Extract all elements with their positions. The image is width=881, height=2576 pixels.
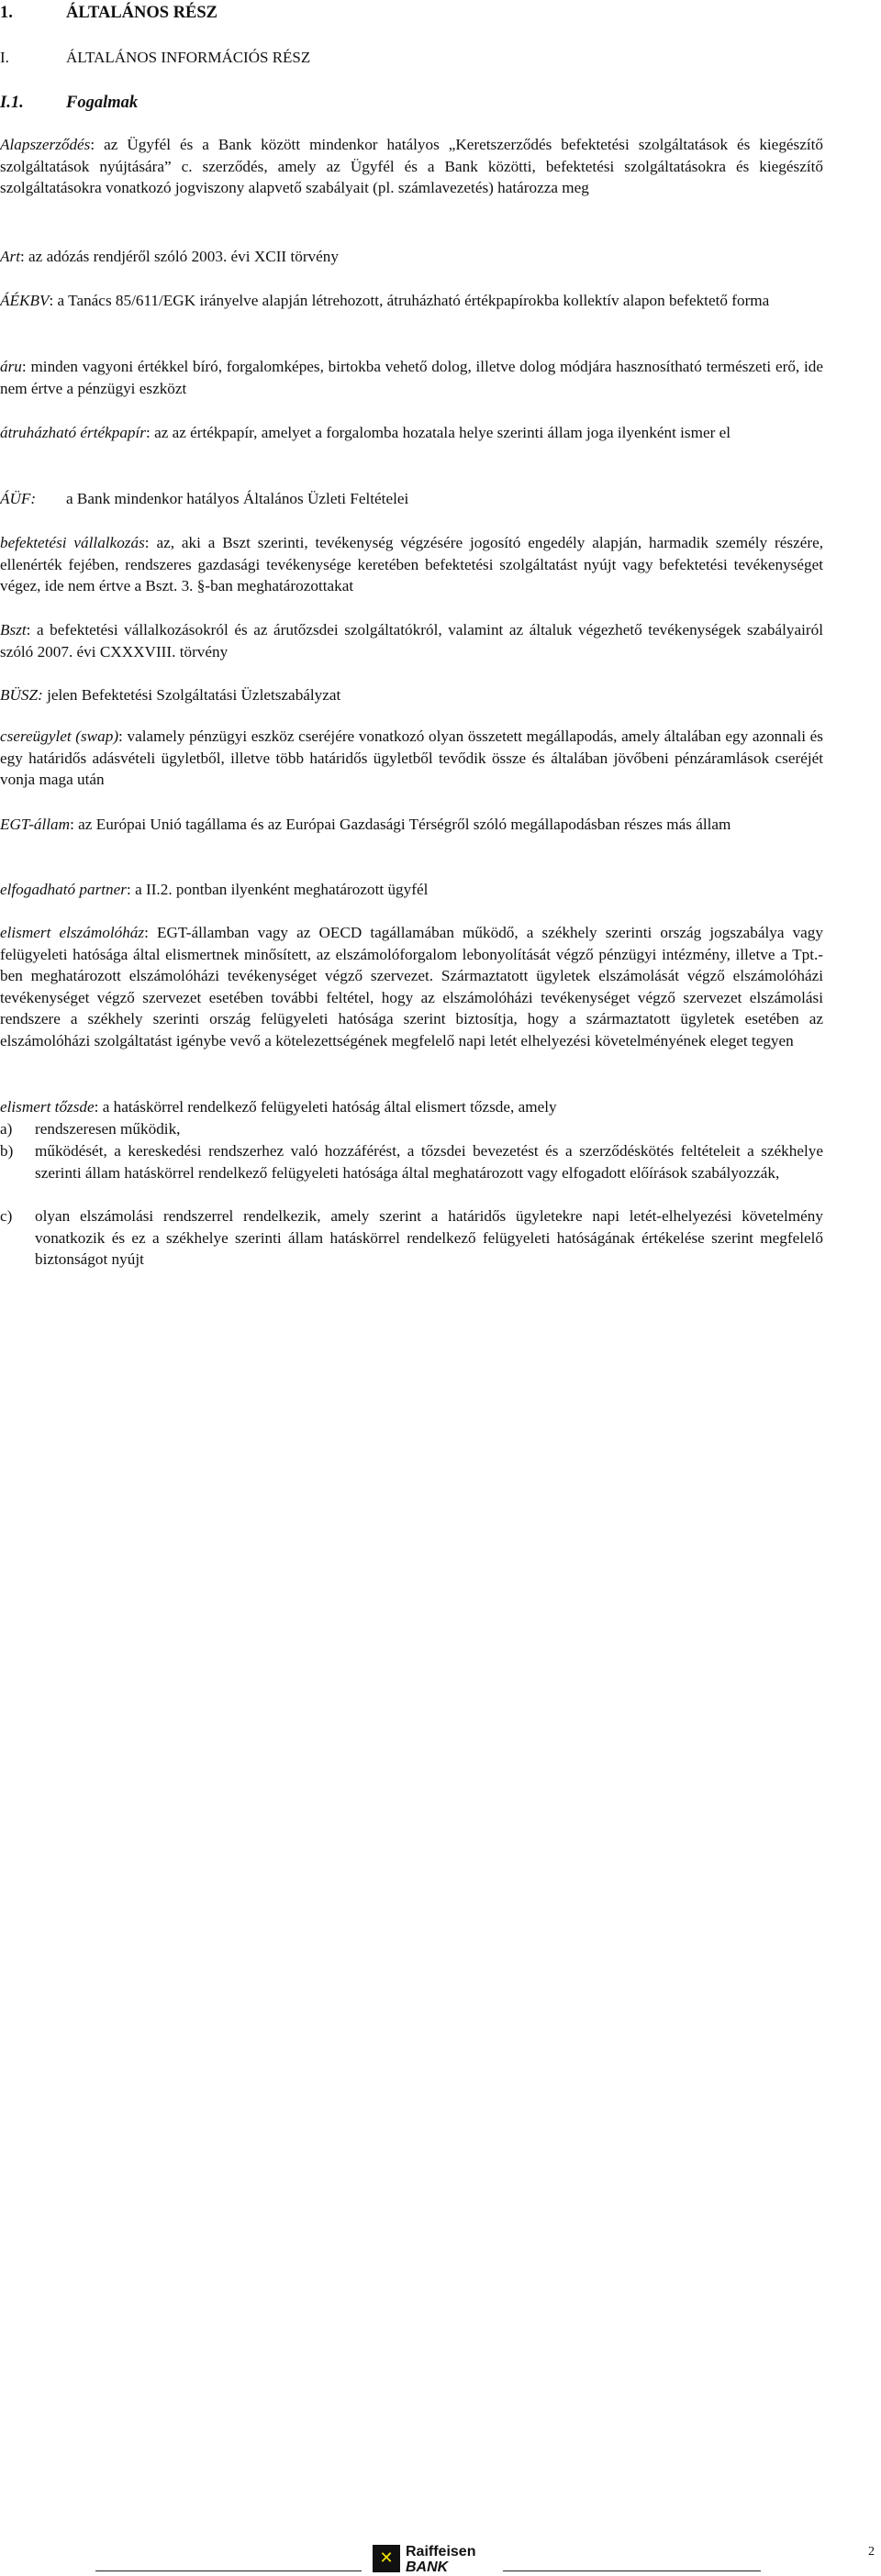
section-heading — [0, 2, 217, 24]
definition-separator: : — [126, 881, 136, 898]
definition-separator: : — [19, 248, 29, 265]
definition-term: ÁÉKBV — [0, 292, 50, 309]
definition-befektetesi-vallalkozas — [0, 532, 823, 597]
page-footer — [0, 1270, 881, 2575]
list-item — [0, 1118, 823, 1140]
definition-term: átruházható értékpapír — [0, 424, 146, 441]
definition-csereugylet — [0, 726, 823, 791]
list-text: rendszeresen működik, — [35, 1120, 181, 1138]
list-text: működését, a kereskedési rendszerhez való hozzáférést, a tőzsdei bevezetést és a szerződéskötés feltételeit a székhelye szerinti állam hatáskörrel rendelkező felügyeleti hatósága által meghatározott vagy elfogadott előírások szabályozzák, — [35, 1142, 823, 1182]
definition-separator: : — [70, 816, 79, 833]
definition-text: a II.2. pontban ilyenként meghatározott ügyfél — [135, 881, 429, 898]
definition-busz — [0, 684, 823, 706]
definition-separator: : — [21, 358, 31, 375]
definition-text: a hatáskörrel rendelkező felügyeleti hatóság által elismert tőzsde, amely — [102, 1098, 557, 1116]
list-item — [0, 1140, 823, 1183]
definition-separator: : — [144, 534, 157, 551]
list-item — [0, 1205, 823, 1271]
definition-egt-allam — [0, 814, 823, 836]
definition-separator: : — [145, 424, 155, 441]
definition-text: az adózás rendjéről szóló 2003. évi XCII törvény — [28, 248, 339, 265]
definition-term: befektetési vállalkozás — [0, 534, 145, 551]
definition-term: Alapszerződés — [0, 136, 91, 153]
definition-term: csereügylet (swap) — [0, 727, 119, 745]
definition-term: Bszt — [0, 621, 27, 638]
definition-separator: : — [118, 727, 128, 745]
definition-separator: : — [94, 1098, 103, 1116]
definition-term: áru — [0, 358, 22, 375]
definition-alapszerzodes — [0, 134, 823, 199]
page-number: 2 — [868, 2545, 875, 2559]
definition-term: elfogadható partner — [0, 881, 127, 898]
definition-aekbv — [0, 290, 823, 312]
definition-term: elismert elszámolóház — [0, 924, 145, 941]
definition-text: valamely pénzügyi eszköz cseréjére vonatkozó olyan összetett megállapodás, amely általában egy azonnali és egy határidős adásvételi ügyletből, illetve több határidős ügyletből tevődik össze és általában jövőbeni pénzáramlások cseréjét vonja maga után — [0, 727, 823, 789]
definition-text: az az értékpapír, amelyet a forgalomba hozatala helye szerinti állam joga ilyenként ismer el — [154, 424, 731, 441]
raiffeisen-gable-icon: ✕ — [373, 2545, 400, 2572]
definition-separator: : — [49, 292, 58, 309]
definition-separator: : — [90, 136, 105, 153]
definition-elismert-tozsde — [0, 1096, 823, 1118]
definition-elismert-elszamolohaz — [0, 922, 823, 1052]
list-marker: b) — [0, 1142, 14, 1160]
definition-term: BÜSZ: — [0, 686, 43, 704]
definition-separator: : — [144, 924, 157, 941]
definition-art — [0, 246, 823, 268]
raiffeisen-logo — [373, 2545, 486, 2576]
definition-text: a befektetési vállalkozásokról és az árutőzsdei szolgáltatókról, valamint az általuk végezhető tevékenységek szabályairól szóló 2007. évi CXXXVIII. törvény — [0, 621, 824, 661]
logo-wordmark — [406, 2545, 475, 2576]
definition-text: az, aki a Bszt szerinti, tevékenység végzésére jogosító engedély alapján, harmadik személy részére, ellenérték fejében, rendszeres gazdasági tevékenysége keretében befektetési szolgáltatást nyújt vagy befektetési tevékenységet végez, ide nem értve a Bszt. 3. §-ban meghatározottakat — [0, 534, 823, 595]
footer-rule-left — [95, 2570, 362, 2571]
definition-bszt — [0, 619, 823, 662]
definition-term: elismert tőzsde — [0, 1098, 95, 1116]
subsubsection-title: Fogalmak — [66, 94, 139, 112]
definition-term: ÁÜF: — [0, 490, 37, 507]
subsubsection-number: I.1. — [0, 94, 24, 112]
logo-line-2: BANK — [406, 2559, 449, 2575]
definition-atruhazhato-ertekpapir — [0, 422, 823, 444]
definition-separator: : — [26, 621, 37, 638]
list-marker: a) — [0, 1120, 13, 1138]
subsubsection-heading — [0, 92, 138, 114]
definition-elfogadhato-partner — [0, 879, 823, 901]
list-marker: c) — [0, 1207, 13, 1225]
definition-term: EGT-állam — [0, 816, 71, 833]
list-text: olyan elszámolási rendszerrel rendelkezik, amely szerint a határidős ügyletekre napi letét-elhelyezési követelmény vonatkozik és ez a székhelye szerinti állam hatáskörrel rendelkező felügyeleti hatóságának értékelése szerint megfelelő biztonságot nyújt — [35, 1207, 823, 1269]
definition-text: az Európai Unió tagállama és az Európai Gazdasági Térségről szóló megállapodásban részes más állam — [78, 816, 731, 833]
subsection-number: I. — [0, 49, 9, 66]
subsection-title: ÁLTALÁNOS INFORMÁCIÓS RÉSZ — [66, 49, 311, 66]
definition-auf — [0, 488, 823, 510]
subsection-heading — [0, 47, 310, 69]
definition-text: a Bank mindenkor hatályos Általános Üzleti Feltételei — [66, 490, 409, 507]
definition-text: EGT-államban vagy az OECD tagállamában működő, a székhely szerinti ország jogszabálya vagy felügyeleti hatósága által elismertnek minősített, az elszámolóforgalom lebonyolítását végző pénzügyi intézmény, illetve a Tpt.-ben meghatározott elszámolóházi tevékenységet végző szervezet. Származtatott ügyletek elszámolását végző elszámolóházi tevékenységet végző szervezet esetében további feltétel, hogy az elszámolóházi tevékenységet végző szervezet elszámolási rendszere a székhely szerinti ország felügyeleti hatósága szerint biztosítja, hogy a származtatott ügyletek esetében az elszámolóházi szolgáltatást igénybe vevő a kötelezettségének megfelelő napi letét elhelyezési követelményének eleget tegyen — [0, 924, 823, 1049]
definition-text: minden vagyoni értékkel bíró, forgalomképes, birtokba vehető dolog, illetve dolog módjára hasznosítható természeti erő, ide nem értve a pénzügyi eszközt — [0, 358, 823, 397]
definition-aru — [0, 356, 823, 399]
definition-text: az Ügyfél és a Bank között mindenkor hatályos „Keretszerződés befektetési szolgáltatások és kiegészítő szolgáltatások nyújtására” c. szerződés, amely az Ügyfél és a Bank közötti, befektetési szolgáltatásokra és kiegészítő szolgáltatásokra vonatkozó jogviszony alapvető szabályait (pl. számlavezetés) határozza meg — [0, 136, 823, 197]
definition-text: jelen Befektetési Szolgáltatási Üzletszabályzat — [47, 686, 341, 704]
section-title: ÁLTALÁNOS RÉSZ — [66, 4, 218, 22]
definition-term: Art — [0, 248, 20, 265]
footer-rule-right — [503, 2570, 761, 2571]
definition-text: a Tanács 85/611/EGK irányelve alapján létrehozott, átruházható értékpapírokba kollektív alapon befektető forma — [57, 292, 770, 309]
section-number: 1. — [0, 4, 13, 22]
logo-line-1: Raiffeisen — [406, 2544, 476, 2559]
